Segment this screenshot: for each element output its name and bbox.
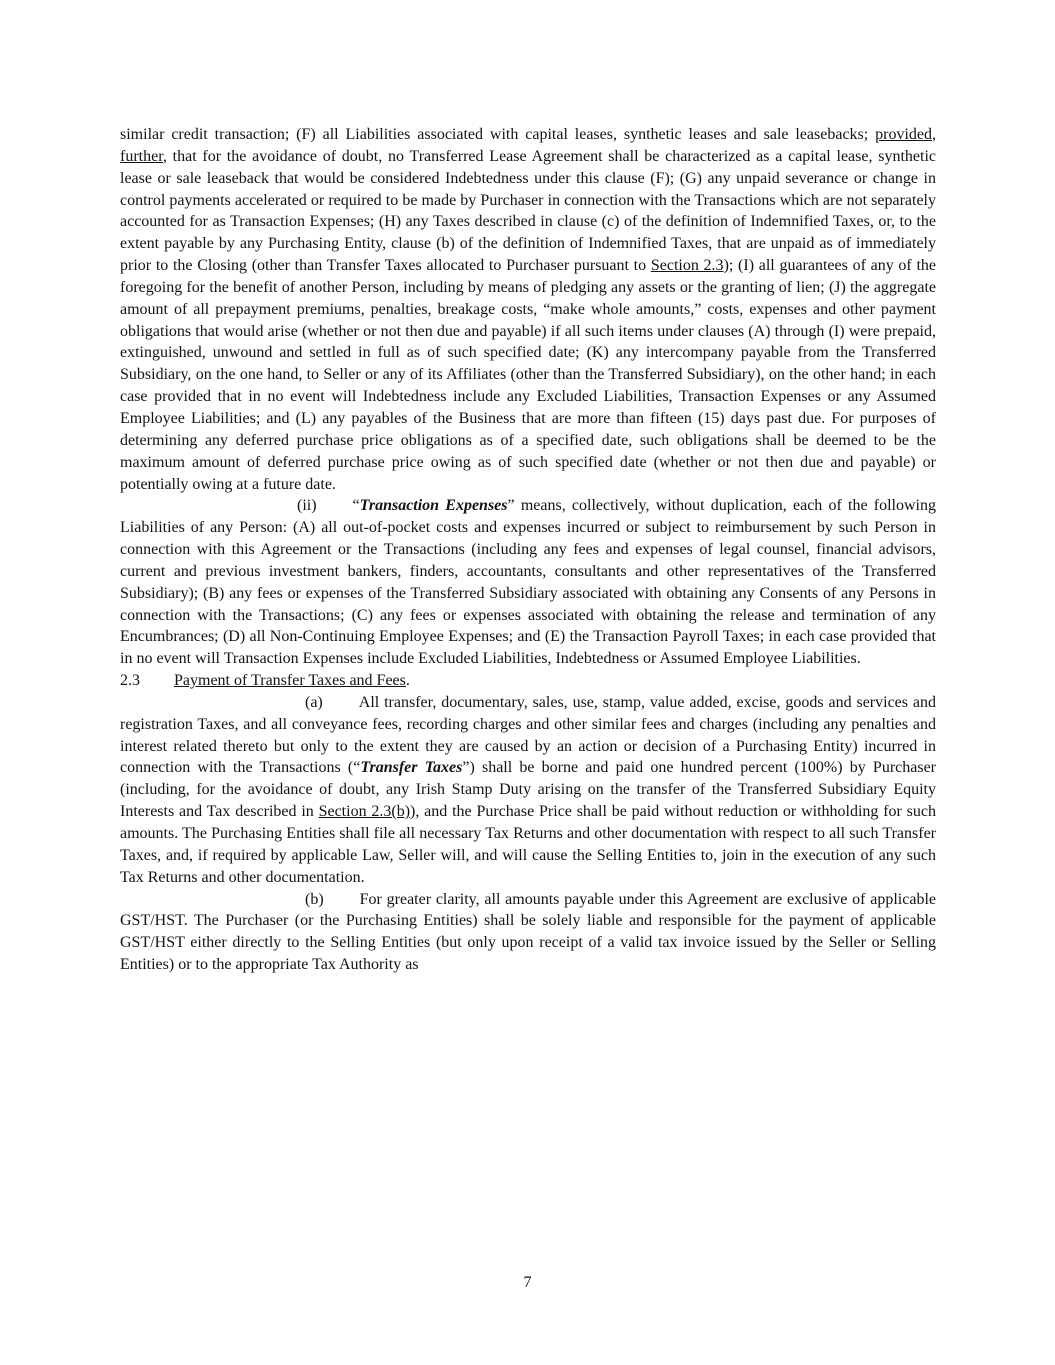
text-run: ,	[932, 126, 936, 143]
paragraph-2-3-b	[120, 889, 936, 976]
paragraph-indebtedness-definition-continuation	[120, 124, 936, 495]
text-run: 2.3	[120, 672, 140, 690]
text-run: .	[405, 672, 410, 690]
text-run: “	[352, 497, 360, 515]
text-run: provided	[875, 126, 932, 143]
paragraph-2-3-a	[120, 692, 936, 889]
text-run: Section 2.3(b)	[318, 803, 411, 821]
text-run: Transaction Expenses	[359, 497, 508, 515]
section-2-3-heading	[120, 670, 936, 692]
text-run: further	[120, 147, 163, 165]
text-run: All transfer, documentary, sales, use, stamp, value added, excise, goods and services and registration Taxes, and all conveyance fees, recording charges and other similar fees and charges (including any penalties and interest related thereto but only to the extent they are caused by an action or decision of a Purchasing Entity) incurred in connection with the Transactions (“	[120, 693, 936, 777]
page-content	[120, 124, 936, 976]
text-run: ), and the Purchase Price shall be paid without reduction or withholding for such amounts. The Purchasing Entities shall file all necessary Tax Returns and other documentation with respect to all such Transfer Taxes, and, if required by applicable Law, Seller will, and will cause the Selling Entities to, join in the execution of any such Tax Returns and other documentation.	[120, 803, 937, 886]
text-run: ”) shall be borne and paid one hundred percent (100%) by Purchaser (including, for the avoidance of doubt, any Irish Stamp Duty arising on the transfer of the Transferred Subsidiary Equity Interests and Tax described in	[120, 759, 937, 821]
text-run: Section 2.3	[650, 257, 724, 275]
text-run: For greater clarity, all amounts payable under this Agreement are exclusive of applicable GST/HST. The Purchaser (or the Purchasing Entities) shall be solely liable and responsible for the payment of applicable GST/HST either directly to the Selling Entities (but only upon receipt of a valid tax invoice issued by the Seller or Selling Entities) or to the appropriate Tax Authority as	[120, 890, 936, 974]
text-run: (b)	[305, 890, 324, 908]
text-run: ” means, collectively, without duplication, each of the following Liabilities of any Person: (A) all out-of-pocket costs and expenses incurred or subject to reimbursement by such Person in connection with this Agreement or the Transactions (including any fees and expenses of legal counsel, financial advisors, current and previous investment bankers, finders, accountants, consultants and other representatives of the Transferred Subsidiary); (B) any fees or expenses of the Transferred Subsidiary associated with obtaining any Consents of any Persons in connection with the Transactions; (C) any fees or expenses associated with obtaining the release and termination of any Encumbrances; (D) all Non-Continuing Employee Expenses; and (E) the Transaction Payroll Taxes; in each case provided that in no event will Transaction Expenses include Excluded Liabilities, Indebtedness or Assumed Employee Liabilities.	[120, 497, 936, 668]
text-run: Payment of Transfer Taxes and Fees	[174, 672, 406, 690]
text-run: (a)	[305, 693, 323, 711]
text-run: (ii)	[297, 497, 317, 515]
text-run: Transfer Taxes	[360, 759, 463, 777]
text-run: similar credit transaction; (F) all Liabilities associated with capital leases, synthetic leases and sale leasebacks;	[120, 126, 876, 143]
text-run: ); (I) all guarantees of any of the foregoing for the benefit of another Person, including by means of pledging any assets or the granting of lien; (J) the aggregate amount of all prepayment premiums, penalties, breakage costs, “make whole amounts,” costs, expenses and other payment obligations that would arise (whether or not then due and payable) if all such items under clauses (A) through (I) were prepaid, extinguished, unwound and settled in full as of such specified date; (K) any intercompany payable from the Transferred Subsidiary, on the one hand, to Seller or any of its Affiliates (other than the Transferred Subsidiary), on the other hand; in each case provided that in no event will Indebtedness include any Excluded Liabilities, Transaction Expenses or any Assumed Employee Liabilities; and (L) any payables of the Business that are more than fifteen (15) days past due. For purposes of determining any deferred purchase price obligations as of a specified date, such obligations shall be deemed to be the maximum amount of deferred purchase price owing as of such specified date (whether or not then due and payable) or potentially owing at a future date.	[120, 257, 937, 493]
paragraph-transaction-expenses-definition	[120, 495, 936, 670]
page-number: 7	[523, 1274, 532, 1291]
text-run: , that for the avoidance of doubt, no Transferred Lease Agreement shall be characterized as a capital lease, synthetic lease or sale leaseback that would be considered Indebtedness under this clause (F); (G) any unpaid severance or change in control payments accelerated or required to be made by Purchaser in connection with the Transactions which are not separately accounted for as Transaction Expenses; (H) any Taxes described in clause (c) of the definition of Indemnified Taxes, or, to the extent payable by any Purchasing Entity, clause (b) of the definition of Indemnified Taxes, that are unpaid as of immediately prior to the Closing (other than Transfer Taxes allocated to Purchaser pursuant to	[120, 147, 936, 275]
